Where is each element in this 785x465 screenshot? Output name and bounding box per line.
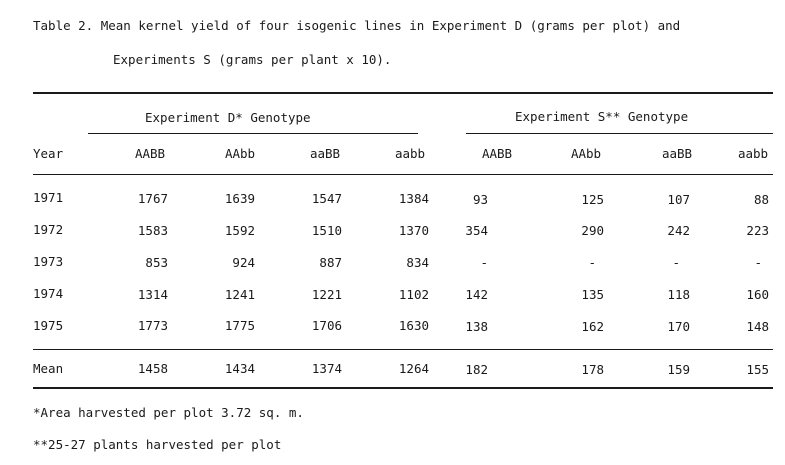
cell: 125: [581, 192, 604, 207]
cell: 1592: [224, 223, 255, 238]
footnote-area: *Area harvested per plot 3.72 sq. m.: [33, 405, 304, 420]
column-header-d-aabb-upper: AABB: [134, 146, 166, 161]
cell: 93: [472, 192, 488, 207]
row-year: 1975: [33, 318, 64, 333]
cell: -: [480, 255, 488, 270]
cell: 178: [581, 362, 604, 377]
cell: 1510: [311, 223, 342, 238]
cell: 182: [465, 362, 488, 377]
cell: 853: [145, 255, 168, 270]
cell: 142: [465, 287, 488, 302]
cell: 88: [753, 192, 769, 207]
cell: 242: [667, 223, 690, 238]
cell: 1370: [398, 223, 429, 238]
column-header-s-aabb-upper: AABB: [481, 146, 513, 161]
cell: 290: [581, 223, 604, 238]
cell: 223: [746, 223, 769, 238]
cell: 834: [406, 255, 429, 270]
cell: 107: [667, 192, 690, 207]
cell: 160: [746, 287, 769, 302]
column-header-s-aabb-lower: aabb: [737, 146, 769, 161]
experiment-d-header: Experiment D* Genotype: [145, 110, 311, 125]
cell: 1434: [224, 361, 255, 376]
table-caption-line-1: Table 2. Mean kernel yield of four isogenic lines in Experiment D (grams per plot) and: [33, 18, 681, 33]
row-year: 1971: [33, 190, 64, 205]
cell: 1547: [311, 191, 342, 206]
row-year: 1973: [33, 254, 64, 269]
cell: -: [588, 255, 596, 270]
cell: 1264: [398, 361, 429, 376]
footnote-plants: **25-27 plants harvested per plot: [33, 437, 282, 452]
cell: 1374: [311, 361, 342, 376]
cell: 159: [667, 362, 690, 377]
header-rule: [33, 174, 773, 175]
experiment-s-underline: [466, 133, 773, 134]
cell: 1583: [137, 223, 168, 238]
column-header-s-aabb-lowerupper: aaBB: [661, 146, 693, 161]
mean-rule: [33, 349, 773, 350]
cell: 135: [581, 287, 604, 302]
cell: 1241: [224, 287, 255, 302]
cell: 170: [667, 319, 690, 334]
bottom-rule: [33, 387, 773, 389]
cell: 1458: [137, 361, 168, 376]
cell: 1773: [137, 318, 168, 333]
cell: 1767: [137, 191, 168, 206]
row-year: 1972: [33, 222, 64, 237]
cell: 118: [667, 287, 690, 302]
experiment-s-header: Experiment S** Genotype: [515, 109, 689, 124]
cell: 1639: [224, 191, 255, 206]
experiment-d-underline: [88, 133, 418, 134]
cell: 354: [465, 223, 488, 238]
cell: 1775: [224, 318, 255, 333]
cell: 1314: [137, 287, 168, 302]
cell: 887: [319, 255, 342, 270]
cell: 148: [746, 319, 769, 334]
column-header-s-aabb-mixed: AAbb: [570, 146, 602, 161]
cell: 138: [465, 319, 488, 334]
mean-label: Mean: [33, 361, 64, 376]
top-rule: [33, 92, 773, 94]
cell: 162: [581, 319, 604, 334]
column-header-d-aabb-lower: aabb: [394, 146, 426, 161]
column-header-d-aabb-mixed: AAbb: [224, 146, 256, 161]
table-caption-line-2: Experiments S (grams per plant x 10).: [113, 52, 392, 67]
cell: 155: [746, 362, 769, 377]
year-column-header: Year: [33, 146, 64, 161]
cell: 1384: [398, 191, 429, 206]
cell: -: [754, 255, 762, 270]
cell: 1706: [311, 318, 342, 333]
cell: 1630: [398, 318, 429, 333]
cell: 924: [232, 255, 255, 270]
row-year: 1974: [33, 286, 64, 301]
cell: -: [672, 255, 680, 270]
column-header-d-aabb-lowerupper: aaBB: [309, 146, 341, 161]
cell: 1102: [398, 287, 429, 302]
cell: 1221: [311, 287, 342, 302]
